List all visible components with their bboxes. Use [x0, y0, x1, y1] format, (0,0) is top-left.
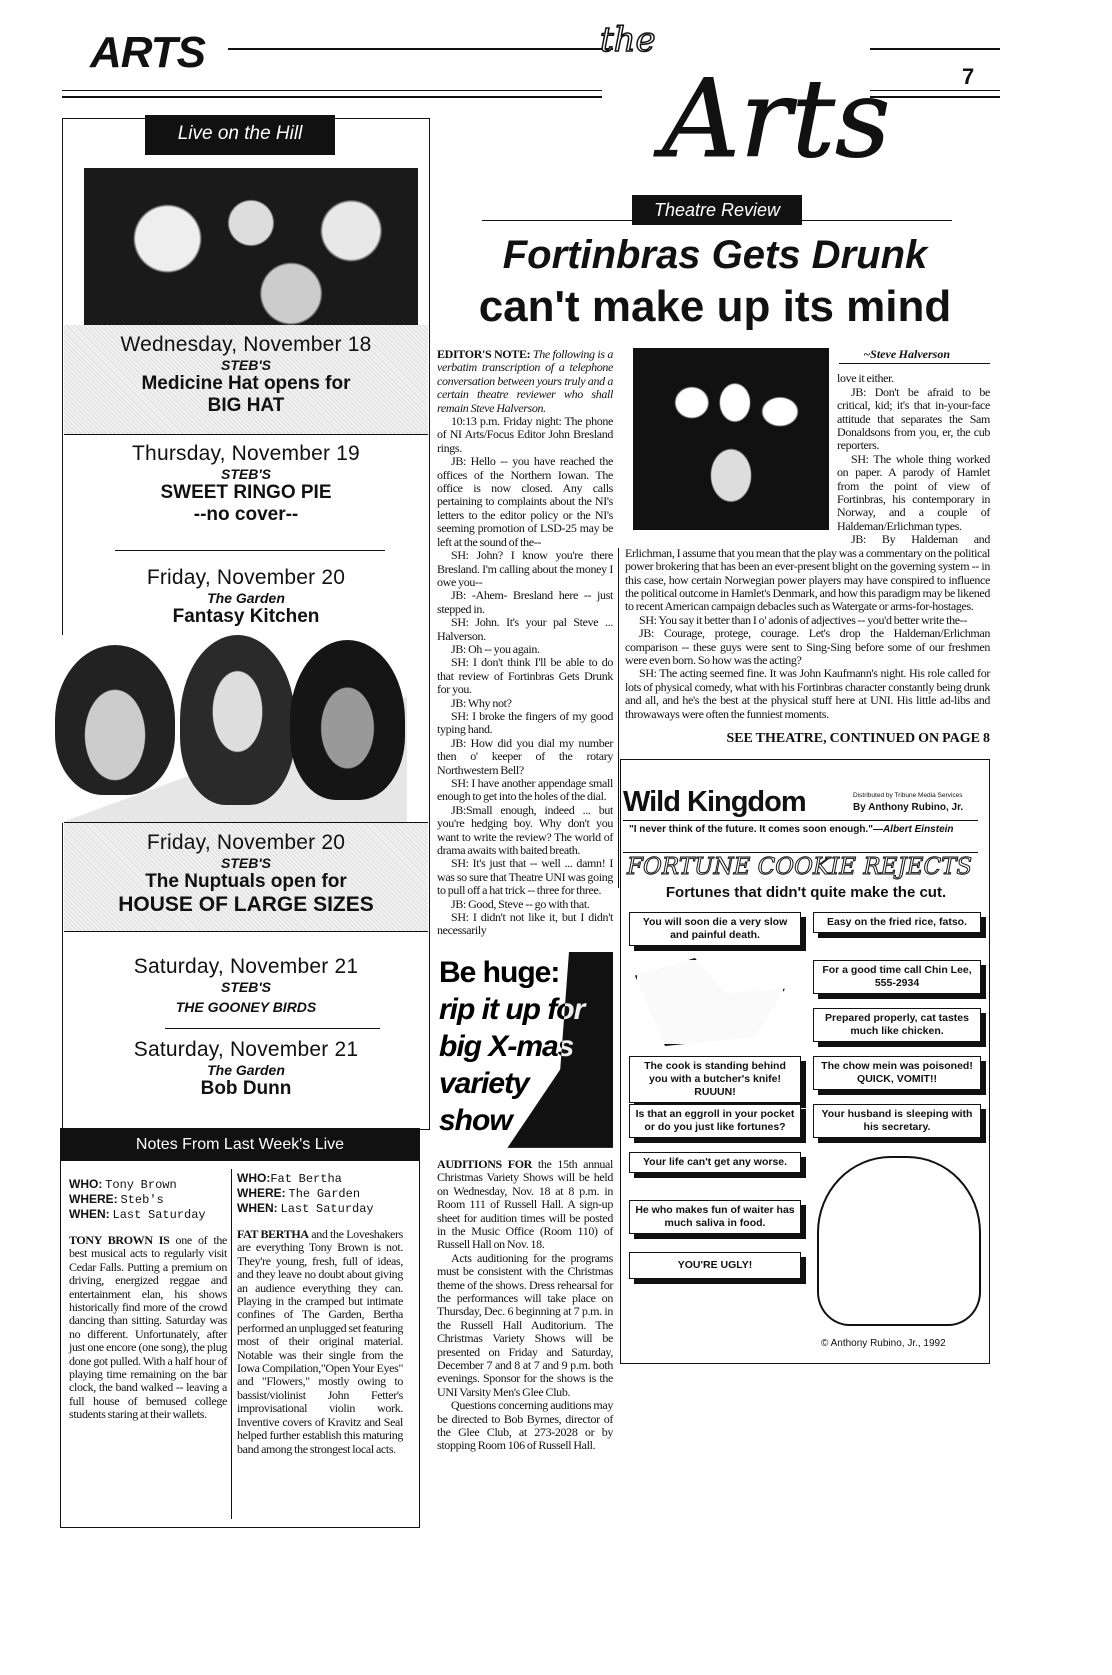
review-paragraph: SH: I didn't not like it, but I didn't necessarily — [437, 910, 613, 938]
review-paragraph: JB: Don't be afraid to be critical, kid; it's that in-your-face attitude that separates the Sam Donaldsons from you, er, the cub reporters. — [837, 384, 990, 453]
ad-line: variety — [439, 1066, 529, 1100]
review-paragraph: JB: -Ahem- Bresland here -- just stepped in. — [437, 588, 613, 616]
event-date: Wednesday, November 18 — [120, 333, 372, 356]
when-value: Last Saturday — [280, 1202, 374, 1216]
fortune: For a good time call Chin Lee, 555-2934 — [813, 960, 981, 994]
event-4 — [64, 822, 428, 932]
notes-text: one of the best musical acts to regularly visit Cedar Falls. Putting a premium on driving, energized reggae and entertainment elan, his shows historically find more of the crowd dancing than sitting. Saturday was no different. Unfortunately, after just one encore (one song), the plug done got pulled. With a half hour of playing time remaining on the bar clock, the band walked -- leaving a full house of bemused college students staring at their wallets. — [69, 1233, 227, 1422]
event-act: Bob Dunn — [200, 1078, 292, 1099]
comic-subheading: Fortunes that didn't quite make the cut. — [665, 883, 947, 901]
paragraph: Acts auditioning for the programs must be consistent with the Christmas theme of the shows. Dress rehearsal for the performances will take place on Thursday, Dec. 6 beginning at 7 p.m. in the Russell Hall Auditorium. The Christmas Variety Shows will be presented on Friday and Saturday, December 7 and 8 at 7 and 9 p.m. both evenings. Sponsor for the shows is the UNI Varsity Men's Glee Club. — [437, 1250, 613, 1399]
divider — [165, 1028, 380, 1029]
review-paragraph: 10:13 p.m. Friday night: The phone of NI Arts/Focus Editor John Bresland rings. — [437, 414, 613, 455]
review-paragraph: SH: I don't think I'll be able to do that review of Fortinbras Gets Drunk for you. — [437, 655, 613, 697]
review-paragraph: JB: Good, Steve -- go with that. — [451, 896, 590, 911]
section-title: ARTS — [90, 28, 205, 77]
who-value: Tony Brown — [105, 1178, 177, 1192]
header-rule — [228, 48, 613, 50]
event-act: THE GOONEY BIRDS — [175, 999, 317, 1015]
event-act: SWEET RINGO PIE — [160, 482, 332, 503]
fortune: Is that an eggroll in your pocket or do you just like fortunes? — [629, 1104, 801, 1138]
event-venue: STEB'S — [220, 357, 271, 373]
review-paragraph: SH: John. It's your pal Steve ... Halverson. — [437, 615, 613, 643]
live-label: Live on the Hill — [145, 115, 335, 155]
review-paragraph: SH: John? I know you're there Bresland. I'm calling about the money I owe you-- — [437, 548, 613, 589]
fortune: Your life can't get any worse. — [629, 1152, 801, 1173]
event-1 — [64, 325, 428, 435]
ad-line: big X-mas — [439, 1029, 574, 1063]
who-label: WHO: — [69, 1177, 103, 1191]
review-paragraph: SH: The acting seemed fine. It was John Kaufmann's night. His role called for lots of physical comedy, what with his Fortinbras character constantly being drunk and all, and he's the best at the physical stuff here at UNI. His little ad-libs and throwaways were often the funniest moments. — [625, 666, 990, 721]
variety-show-ad — [437, 952, 613, 1148]
cookie-illustration — [817, 1156, 981, 1326]
event-date: Thursday, November 19 — [132, 442, 360, 465]
when-label: WHEN: — [69, 1207, 110, 1221]
page-number: 7 — [962, 64, 975, 89]
fortune: He who makes fun of waiter has much saliva in food. — [629, 1200, 801, 1234]
left-news-column — [437, 348, 613, 1453]
ad-line: show — [439, 1103, 512, 1137]
paragraph: the 15th annual Christmas Variety Shows will be held on Wednesday, Nov. 18 at 8 p.m. in Room 111 of Russell Hall. A sign-up sheet for audition times will be posted in the Music Office (Room 110) of Russell Hall on Nov. 18. — [437, 1156, 613, 1252]
event-6 — [64, 1038, 428, 1100]
notes-title: Notes From Last Week's Live — [61, 1129, 419, 1161]
fortune: Your husband is sleeping with his secretary. — [813, 1104, 981, 1138]
byline: ~Steve Halverson — [839, 348, 990, 364]
fortune: Prepared properly, cat tastes much like chicken. — [813, 1008, 981, 1042]
event-act: HOUSE OF LARGE SIZES — [118, 893, 374, 916]
event-venue: The Garden — [207, 1062, 285, 1078]
band-photo-1 — [84, 168, 418, 325]
where-value: Steb's — [120, 1193, 164, 1207]
logo-small: the — [600, 20, 656, 60]
logo-big: Arts — [662, 57, 891, 182]
band-photo-2 — [55, 635, 407, 823]
review-paragraph: JB: Why not? — [451, 695, 512, 710]
theatre-illustration — [633, 348, 829, 530]
fortune: YOU'RE UGLY! — [629, 1252, 801, 1279]
paragraph: Questions concerning auditions may be directed to Bob Byrnes, director of the Glee Club, at 273-2028 or by stopping Room 106 of Russell Hall. — [437, 1398, 613, 1453]
broken-cookie-illustration — [635, 958, 785, 1046]
review-paragraph: SH: The whole thing worked on paper. A parody of Hamlet from the point of view of Fortinbras, his contemporary in Norway, and a couple of Haldeman/Erlichman types. — [837, 451, 990, 533]
event-venue: STEB'S — [220, 466, 271, 482]
who-label: WHO: — [237, 1171, 271, 1185]
comic-heading: FORTUNE COOKIE REJECTS — [627, 853, 973, 880]
who-value: Fat Bertha — [270, 1172, 342, 1186]
when-value: Last Saturday — [112, 1208, 206, 1222]
review-paragraph: SH: You say it better than I o' adonis of adjectives -- you'd better write the-- — [639, 612, 968, 627]
review-paragraph: JB: By Haldeman and Erlichman, I assume that you mean that the play was a commentary on the political power brokering that has been an ever-present blight on the governing system -- in this case, how certain Norwegian power players may have conspired to influence the political outcome in Hamlet's Denmark, and how this paradigm may be likened to recent American campaign debacles such as Watergate or arms-for-hostages. — [625, 532, 990, 614]
fortune: The chow mein was poisoned! QUICK, VOMIT!! — [813, 1056, 981, 1090]
comic-distributor: Distributed by Tribune Media Services — [853, 791, 963, 799]
review-paragraph: love it either. — [837, 371, 894, 386]
event-act: Fantasy Kitchen — [172, 606, 320, 627]
headline-1: Fortinbras Gets Drunk — [502, 233, 928, 277]
event-act: The Nuptuals open for — [145, 871, 347, 892]
notes-right — [237, 1171, 403, 1456]
header-rule — [62, 90, 602, 91]
review-paragraph: SH: I broke the fingers of my good typing hand. — [437, 708, 613, 737]
quote-text: "I never think of the future. It comes soon enough." — [629, 823, 873, 835]
event-3 — [64, 566, 428, 628]
event-date: Saturday, November 21 — [133, 1038, 359, 1061]
comic-title: Wild Kingdom — [623, 785, 806, 818]
wild-kingdom-comic — [620, 759, 990, 1364]
column-rule — [618, 548, 619, 888]
event-venue: STEB'S — [220, 979, 271, 995]
event-date: Friday, November 20 — [146, 831, 346, 854]
auditions-article — [437, 1158, 613, 1453]
review-column-1 — [437, 348, 613, 938]
ad-line: rip it up for — [439, 992, 585, 1026]
where-label: WHERE: — [237, 1186, 286, 1200]
review-paragraph: JB:Small enough, indeed ... but you're hedging boy. Why don't you want to write the review? The world of drama awaits with baited breath. — [437, 802, 613, 858]
ad-line: Be huge: — [439, 955, 560, 989]
event-date: Friday, November 20 — [146, 566, 346, 589]
where-label: WHERE: — [69, 1192, 118, 1206]
review-rule — [482, 220, 632, 221]
editors-note: The following is a verbatim transcription of a telephone conversation between yours truly and a certain theatre reviewer who shall remain Steve Halverson. — [437, 347, 613, 415]
where-value: The Garden — [288, 1187, 361, 1201]
quote-author: —Albert Einstein — [872, 823, 954, 835]
review-paragraph: SH: I have another appendage small enough to get into the holes of the dial. — [437, 776, 613, 804]
notes-left — [69, 1177, 227, 1422]
event-venue: The Garden — [207, 590, 285, 606]
header-rule — [870, 48, 1000, 50]
fortune: You will soon die a very slow and painful death. — [629, 912, 801, 946]
event-venue: STEB'S — [220, 855, 271, 871]
lead-in: AUDITIONS FOR — [437, 1156, 532, 1171]
divider — [115, 550, 385, 551]
fortune: Easy on the fried rice, fatso. — [813, 912, 981, 933]
event-5 — [64, 955, 428, 1015]
when-label: WHEN: — [237, 1201, 278, 1215]
comic-quote — [629, 824, 981, 836]
review-paragraph: JB: Oh -- you again. — [451, 641, 540, 656]
review-paragraph: JB: Hello -- you have reached the offices of the Northern Iowan. The office is now closed. Any calls pertaining to complaints about the NI's letters to the editor policy or the NI's seeming promotion of LSD-25 may be left at the sound of the-- — [437, 454, 613, 549]
lead-in: FAT BERTHA — [237, 1227, 309, 1241]
review-rule — [802, 220, 952, 221]
headline-2: can't make up its mind — [478, 282, 952, 331]
review-paragraph: JB: Courage, protege, courage. Let's drop the Haldeman/Erlichman comparison -- these guys were sent to Sing-Sing before some of our freshmen were even born. So how was the acting? — [625, 626, 990, 667]
comic-author: By Anthony Rubino, Jr. — [853, 801, 964, 813]
continued-link[interactable]: SEE THEATRE, CONTINUED ON PAGE 8 — [726, 730, 990, 746]
event-date: Saturday, November 21 — [133, 955, 359, 978]
event-act: BIG HAT — [207, 395, 285, 416]
review-label: Theatre Review — [632, 195, 802, 225]
event-2 — [64, 442, 428, 526]
header-rule — [62, 96, 602, 98]
lead-in: TONY BROWN IS — [69, 1233, 170, 1247]
event-act: Medicine Hat opens for — [141, 373, 351, 394]
event-act: --no cover-- — [193, 504, 299, 525]
right-news-column — [625, 348, 990, 1364]
fortune: The cook is standing behind you with a butcher's knife! RUUUN! — [629, 1056, 801, 1103]
review-paragraph: JB: How did you dial my number then o' keeper of the rotary Northwestern Bell? — [437, 735, 613, 777]
comic-copyright: © Anthony Rubino, Jr., 1992 — [821, 1337, 946, 1349]
editors-note-lead: EDITOR'S NOTE: — [437, 347, 531, 361]
review-paragraph: SH: It's just that -- well ... damn! I was so sure that Theatre UNI was going to pull off a hat trick -- three for three. — [437, 856, 613, 898]
notes-box — [60, 1128, 420, 1528]
notes-text: and the Loveshakers are everything Tony Brown is not. They're young, fresh, full of ideas, and they leave no doubt about giving an audience everything they can. Playing in the cramped but intimate confines of The Garden, Bertha performed an unplugged set featuring most of their original material. Notable was their single from the Iowa Compilation,"Open Your Eyes" and "Flowers," mostly owing to bassist/violinist John Fetter's improvisational violin work. Inventive covers of Kravitz and Seal helped further establish this maturing band among the strongest local acts. — [237, 1227, 404, 1456]
arts-logo — [600, 20, 891, 185]
review-column-2 — [625, 348, 990, 747]
